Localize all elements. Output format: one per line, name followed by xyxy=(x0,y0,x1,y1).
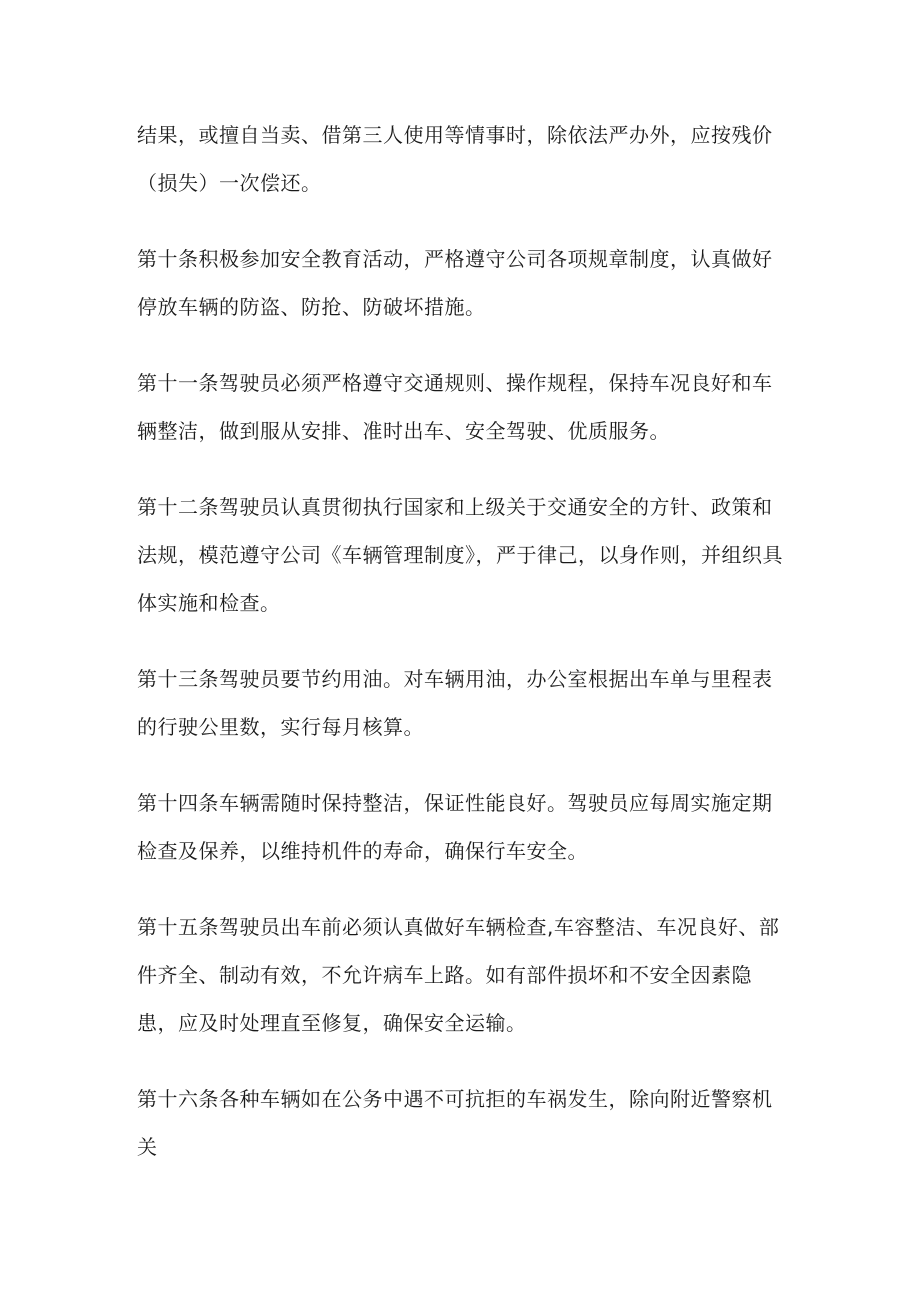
paragraph-article-11: 第十一条驾驶员必须严格遵守交通规则、操作规程，保持车况良好和车辆整洁，做到服从安排、准时出车、安全驾驶、优质服务。 xyxy=(137,371,773,443)
paragraph-article-14: 第十四条车辆需随时保持整洁，保证性能良好。驾驶员应每周实施定期检查及保养，以维持机件的寿命，确保行车安全。 xyxy=(137,791,773,863)
document-body xyxy=(137,111,787,1199)
paragraph-article-13: 第十三条驾驶员要节约用油。对车辆用油，办公室根据出车单与里程表的行驶公里数，实行每月核算。 xyxy=(137,667,773,739)
paragraph-continuation: 结果，或擅自当卖、借第三人使用等情事时，除依法严办外，应按残价（损失）一次偿还。 xyxy=(137,123,773,195)
paragraph-article-12: 第十二条驾驶员认真贯彻执行国家和上级关于交通安全的方针、政策和法规，模范遵守公司《车辆管理制度》，严于律己，以身作则，并组织具体实施和检查。 xyxy=(137,495,783,615)
paragraph-article-10: 第十条积极参加安全教育活动，严格遵守公司各项规章制度，认真做好停放车辆的防盗、防抢、防破坏措施。 xyxy=(137,247,773,319)
paragraph-article-15: 第十五条驾驶员出车前必须认真做好车辆检查,车容整洁、车况良好、部件齐全、制动有效，不允许病车上路。如有部件损坏和不安全因素隐患，应及时处理直至修复，确保安全运输。 xyxy=(137,915,780,1035)
paragraph-article-16: 第十六条各种车辆如在公务中遇不可抗拒的车祸发生，除向附近警察机关 xyxy=(137,1087,773,1159)
